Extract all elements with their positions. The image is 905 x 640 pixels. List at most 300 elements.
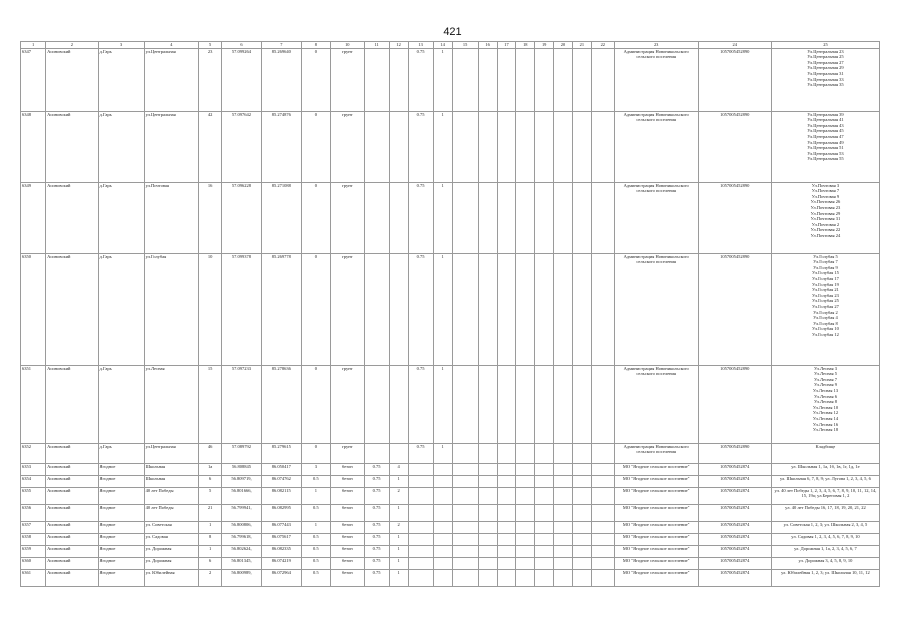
table-row [21,182,880,253]
table-cell [433,545,452,557]
table-cell: Асиновский [46,487,98,504]
table-cell [572,111,591,182]
table-cell: 57.096228 [222,182,262,253]
table-cell: 8 [199,533,222,545]
table-cell: 1057005452874 [698,463,771,475]
table-cell [535,487,554,504]
table-cell [535,182,554,253]
table-cell [554,365,573,443]
column-number: 18 [516,42,535,49]
table-cell: 46 [199,443,222,463]
table-cell [535,504,554,521]
table-cell [478,521,497,533]
table-cell: 0.75 [408,365,433,443]
table-cell: 1 [389,545,408,557]
table-cell [591,365,614,443]
table-cell [452,182,478,253]
table-cell: 6361 [21,569,46,586]
table-cell: 0.75 [364,487,389,504]
table-cell [452,569,478,586]
table-cell: 0 [301,182,330,253]
column-number: 11 [364,42,389,49]
table-cell: 5 [199,487,222,504]
table-cell [408,533,433,545]
table-cell [591,463,614,475]
table-cell: Администрация Новоникольского сельского поселения [614,443,698,463]
table-cell [591,545,614,557]
table-cell: МО "Ягодное сельское поселение" [614,545,698,557]
table-cell: 40 лет Победы [144,487,198,504]
table-cell: 1 [389,557,408,569]
table-cell: 0 [301,48,330,111]
table-cell: 6 [199,557,222,569]
table-cell: Асиновский [46,48,98,111]
table-cell: 56.801666, [222,487,262,504]
table-cell: 0.75 [408,111,433,182]
table-cell [478,569,497,586]
table-cell: 57.089792 [222,443,262,463]
table-cell: 0.5 [301,475,330,487]
column-number: 4 [144,42,198,49]
table-cell: МО "Ягодное сельское поселение" [614,487,698,504]
table-cell [408,569,433,586]
table-cell [389,365,408,443]
table-cell [497,365,516,443]
table-cell [452,533,478,545]
table-cell [554,475,573,487]
table-cell: 6352 [21,443,46,463]
table-cell [572,533,591,545]
table-cell: 2 [389,487,408,504]
table-cell [516,487,535,504]
table-cell: Ягодное [98,557,144,569]
table-cell: 85.269640 [261,48,301,111]
table-cell: 1057005452874 [698,545,771,557]
table-cell: ул.Центральная [144,48,198,111]
table-cell: 1057005452874 [698,487,771,504]
table-cell: 0.75 [364,557,389,569]
table-cell [591,182,614,253]
table-cell [516,463,535,475]
table-cell [554,111,573,182]
table-cell [497,504,516,521]
table-cell [554,504,573,521]
table-cell: 1 [433,365,452,443]
table-cell [535,533,554,545]
table-cell: д.Гарь [98,443,144,463]
table-cell: 1057005452890 [698,111,771,182]
table-cell [554,182,573,253]
table-cell: 86.050417 [261,463,301,475]
table-cell [478,487,497,504]
table-cell: Ягодное [98,569,144,586]
table-cell: Ул.Голубая 5 Ул.Голубая 7 Ул.Голубая 9 Ул.Голубая 15 Ул.Голубая 17 Ул.Голубая 19 Ул.Голубая 21 Ул.Голубая 23 Ул.Голубая 25 Ул.Голубая 27 Ул.Голубая 2 Ул.Голубая 4 Ул.Голубая 8 Ул.Голубая 10 Ул.Голубая 12 [771,253,879,365]
table-cell: д.Гарь [98,365,144,443]
table-cell: 0.5 [301,569,330,586]
table-cell [452,557,478,569]
table-cell [554,557,573,569]
table-cell [433,504,452,521]
table-cell [497,463,516,475]
column-number: 25 [771,42,879,49]
table-cell: Кладбище [771,443,879,463]
table-cell [364,253,389,365]
table-cell [535,48,554,111]
table-cell: бетон [331,463,365,475]
table-cell [554,545,573,557]
table-cell [497,182,516,253]
table-cell [516,475,535,487]
table-cell [497,111,516,182]
table-cell: Асиновский [46,253,98,365]
table-cell [516,253,535,365]
table-cell: 1 [433,48,452,111]
table-cell: 1057005452874 [698,521,771,533]
table-cell: 0.5 [301,504,330,521]
table-cell: 1 [433,182,452,253]
table-cell: Ул.Лесная 3 Ул.Лесная 5 Ул.Лесная 7 Ул.Лесная 9 Ул.Лесная 13 Ул.Лесная 6 Ул.Лесная 8 Ул.Лесная 10 Ул.Лесная 12 Ул.Лесная 14 Ул.Лесная 16 Ул.Лесная 18 [771,365,879,443]
table-cell [554,443,573,463]
table-cell [389,253,408,365]
table-cell: 57.097642 [222,111,262,182]
table-cell: 85.274876 [261,111,301,182]
table-cell: 2 [199,569,222,586]
table-cell [433,463,452,475]
table-cell: Ягодное [98,545,144,557]
table-cell: бетон [331,521,365,533]
table-cell [452,443,478,463]
table-cell: 0.5 [301,545,330,557]
table-cell: МО "Ягодное сельское поселение" [614,557,698,569]
table-cell [478,111,497,182]
table-cell: 56.809719, [222,475,262,487]
table-cell: бетон [331,569,365,586]
table-cell: ул. Советская 1, 2, 3; ул. Школьная 2, 3, 4, 5 [771,521,879,533]
table-cell [535,557,554,569]
table-cell [497,557,516,569]
table-cell: грунт [331,253,365,365]
table-cell: Асиновский [46,533,98,545]
table-cell: 6358 [21,533,46,545]
table-cell: 0.75 [364,475,389,487]
table-cell: 1 [389,533,408,545]
table-cell [572,253,591,365]
table-cell [554,533,573,545]
table-cell [452,48,478,111]
table-row [21,253,880,365]
table-cell: 0.5 [301,533,330,545]
table-cell: Ул.Почтовая 3 Ул.Почтовая 7 Ул.Почтовая 9 Ул.Почтовая 26 Ул.Почтовая 23 Ул.Почтовая 29 Ул.Почтовая 31 Ул.Почтовая 2 Ул.Почтовая 22 Ул.Почтовая 24 [771,182,879,253]
table-cell: 1057005452874 [698,475,771,487]
table-cell: 10 [199,253,222,365]
table-cell [535,463,554,475]
table-cell: 6357 [21,521,46,533]
table-cell: 1057005452890 [698,182,771,253]
table-cell: 0.5 [301,557,330,569]
table-row [21,557,880,569]
table-cell [389,182,408,253]
table-cell: бетон [331,475,365,487]
table-cell [452,365,478,443]
table-cell [389,443,408,463]
table-cell: бетон [331,557,365,569]
table-cell: 1057005452890 [698,253,771,365]
table-cell: 86.074762 [261,475,301,487]
table-cell: 56.808845 [222,463,262,475]
table-cell: 0.75 [408,253,433,365]
column-number: 10 [331,42,365,49]
table-cell: 6353 [21,463,46,475]
column-number: 12 [389,42,408,49]
table-cell: 6347 [21,48,46,111]
table-cell [452,487,478,504]
table-row [21,545,880,557]
table-cell: Администрация Новоникольского сельского поселения [614,111,698,182]
table-cell: 0 [301,253,330,365]
table-cell [408,504,433,521]
table-cell: 0 [301,365,330,443]
table-cell: 1 [199,521,222,533]
table-row [21,48,880,111]
table-cell [591,443,614,463]
table-cell [516,182,535,253]
table-cell [572,521,591,533]
table-cell: 86.082335 [261,545,301,557]
column-number: 23 [614,42,698,49]
table-cell [408,545,433,557]
table-cell: 1 [199,545,222,557]
table-row [21,521,880,533]
table-cell [572,443,591,463]
table-cell: 3 [301,463,330,475]
table-cell: МО "Ягодное сельское поселение" [614,521,698,533]
table-cell: Ягодное [98,504,144,521]
table-cell: грунт [331,182,365,253]
table-cell: 56.802624, [222,545,262,557]
table-cell [535,521,554,533]
table-cell: 0.75 [408,443,433,463]
table-cell [497,569,516,586]
table-cell: Ягодное [98,487,144,504]
table-cell [535,365,554,443]
table-cell: 1057005452874 [698,557,771,569]
table-cell: 86.074219 [261,557,301,569]
table-cell: ул. Школьная 1, 1а, 1б, 1в, 1г, 1д, 1е [771,463,879,475]
table-cell [572,545,591,557]
table-cell: 85.279615 [261,443,301,463]
table-cell: ул. Юбилейная 1, 2, 3; ул. Школьная 10, 11, 12 [771,569,879,586]
table-cell [535,111,554,182]
table-cell: ул.Центральная [144,443,198,463]
table-cell: ул. Советская [144,521,198,533]
table-cell [433,521,452,533]
table-cell: 56.801345, [222,557,262,569]
table-cell: ул.Голубая [144,253,198,365]
table-cell [535,253,554,365]
table-cell [497,475,516,487]
table-cell [408,557,433,569]
table-cell: Асиновский [46,365,98,443]
table-cell [572,48,591,111]
table-cell [516,545,535,557]
table-cell [572,569,591,586]
table-cell: 1057005452874 [698,533,771,545]
table-cell: д.Гарь [98,182,144,253]
table-cell: ул. Садовая [144,533,198,545]
table-cell [452,111,478,182]
table-cell [478,182,497,253]
table-cell [452,475,478,487]
table-cell [497,545,516,557]
table-cell [478,443,497,463]
table-cell [535,443,554,463]
table-cell: МО "Ягодное сельское поселение" [614,475,698,487]
table-cell [572,463,591,475]
table-cell: Асиновский [46,545,98,557]
table-cell: 0.75 [408,182,433,253]
table-cell [572,487,591,504]
table-cell [572,365,591,443]
table-cell: грунт [331,111,365,182]
table-cell: 1057005452874 [698,504,771,521]
table-cell: 0.75 [364,533,389,545]
table-cell [408,521,433,533]
table-cell: 1 [433,111,452,182]
column-number: 6 [222,42,262,49]
table-cell: 56.799941, [222,504,262,521]
table-cell: ул.Почтовая [144,182,198,253]
table-cell: ул.Центральная [144,111,198,182]
table-cell: Асиновский [46,504,98,521]
table-cell [478,365,497,443]
table-cell: 1 [389,475,408,487]
table-cell: ул. Дорожная [144,545,198,557]
table-cell: грунт [331,443,365,463]
table-cell: 1 [389,504,408,521]
table-cell [516,365,535,443]
table-cell: 6348 [21,111,46,182]
table-cell [591,521,614,533]
table-cell: Ягодное [98,521,144,533]
column-number: 19 [535,42,554,49]
table-cell: Администрация Новоникольского сельского поселения [614,365,698,443]
column-number: 24 [698,42,771,49]
table-cell: 1057005452890 [698,443,771,463]
table-cell: 6350 [21,253,46,365]
table-cell [478,475,497,487]
table-cell [591,569,614,586]
table-cell: 1 [301,487,330,504]
table-cell: 86.075617 [261,533,301,545]
table-cell: 0 [301,443,330,463]
table-cell: 57.097233 [222,365,262,443]
column-number-row [21,42,880,49]
table-cell: Ул.Центральная 39 Ул.Центральная 41 Ул.Центральная 43 Ул.Центральная 45 Ул.Центральная 47 Ул.Центральная 49 Ул.Центральная 51 Ул.Центральная 53 Ул.Центральная 55 [771,111,879,182]
table-cell [478,557,497,569]
table-cell [591,111,614,182]
table-cell [452,253,478,365]
table-cell: 86.082115 [261,487,301,504]
table-cell [572,475,591,487]
table-cell: 56.800806, [222,521,262,533]
table-row [21,475,880,487]
table-cell [497,521,516,533]
table-cell: 1057005452890 [698,48,771,111]
table-cell [591,487,614,504]
table-cell: 85.278636 [261,365,301,443]
table-cell: ул. Юбилейная [144,569,198,586]
table-cell: 21 [199,504,222,521]
table-row [21,533,880,545]
table-cell: 6 [199,475,222,487]
table-cell: МО "Ягодное сельское поселение" [614,569,698,586]
table-cell: ул. Садовая 1, 2, 3, 4, 5, 6, 7, 8, 9, 10 [771,533,879,545]
table-cell: Администрация Новоникольского сельского поселения [614,48,698,111]
table-cell: Ягодное [98,475,144,487]
table-cell: 57.099378 [222,253,262,365]
table-cell: Асиновский [46,569,98,586]
table-cell [554,48,573,111]
table-cell [433,475,452,487]
table-cell: 1 [301,521,330,533]
column-number: 7 [261,42,301,49]
column-number: 22 [591,42,614,49]
table-cell: 1а [199,463,222,475]
table-row [21,111,880,182]
table-cell: 1057005452890 [698,365,771,443]
table-cell [591,557,614,569]
table-cell: 4 [389,463,408,475]
table-cell: МО "Ягодное сельское поселение" [614,533,698,545]
table-cell: 6349 [21,182,46,253]
table-cell: 0.75 [364,463,389,475]
table-cell: 2 [389,521,408,533]
table-cell [554,569,573,586]
table-row [21,463,880,475]
column-number: 20 [554,42,573,49]
table-cell [497,487,516,504]
table-cell: грунт [331,365,365,443]
table-cell [516,557,535,569]
column-number: 21 [572,42,591,49]
table-cell: бетон [331,487,365,504]
table-cell [497,253,516,365]
table-cell: Школьная [144,475,198,487]
table-cell: 56.799618, [222,533,262,545]
table-cell: 0.75 [364,521,389,533]
table-cell: ул. Дорожная 3, 4, 5, 8, 9, 10 [771,557,879,569]
table-cell [478,545,497,557]
table-cell: д.Гарь [98,111,144,182]
table-cell [591,533,614,545]
table-row [21,504,880,521]
column-number: 16 [478,42,497,49]
table-cell [452,521,478,533]
table-cell [572,557,591,569]
table-cell: 6360 [21,557,46,569]
table-cell: 1 [433,253,452,365]
table-cell: 86.077443 [261,521,301,533]
table-cell [389,111,408,182]
table-cell: 6359 [21,545,46,557]
table-cell: 1 [433,443,452,463]
table-cell [554,253,573,365]
table-cell: бетон [331,533,365,545]
table-cell [497,48,516,111]
table-cell: 6355 [21,487,46,504]
table-cell: 85.269778 [261,253,301,365]
table-cell [497,443,516,463]
